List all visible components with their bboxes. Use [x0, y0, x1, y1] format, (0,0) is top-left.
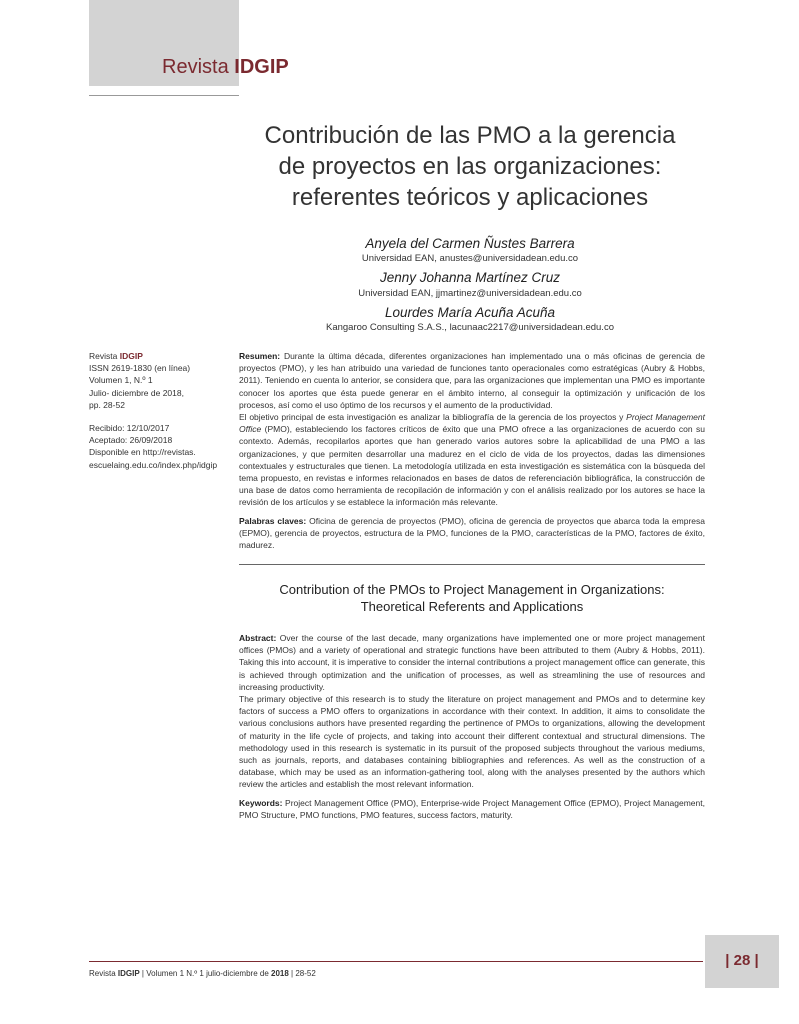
abstract-paragraph-1 — [239, 632, 705, 693]
author-name-1: Anyela del Carmen Ñustes Barrera — [365, 236, 575, 251]
sidebar-available-2: escuelaing.edu.co/index.php/idgip — [89, 459, 218, 470]
keywords-text: Project Management Office (PMO), Enterprise-wide Project Management Office (EPMO), Project Management, PMO Structure, PMO functions, PMO features, success factors, maturity. — [239, 797, 705, 820]
english-title — [239, 581, 705, 615]
footer-volume: | Volumen 1 N.º 1 julio-diciembre de — [139, 969, 271, 978]
resumen-label: Resumen: — [239, 351, 281, 361]
footer-journal-brand: IDGIP — [117, 969, 140, 978]
sidebar-pages: pp. 28-52 — [89, 399, 125, 410]
sidebar-received: Recibido: 12/10/2017 — [89, 423, 170, 434]
footer-pages: | 28-52 — [288, 969, 316, 978]
title-line-2: de proyectos en las organizaciones: — [278, 153, 662, 180]
abstract-block — [239, 632, 705, 821]
sidebar-journal-brand: IDGIP — [119, 351, 143, 361]
palabras-text: Oficina de gerencia de proyectos (PMO), oficina de gerencia de proyectos que abarca toda la empresa (EPMO), gerencia de proyectos, estructura de la PMO, funciones de la PMO, características de la PMO, factores de éxito, madurez. — [239, 515, 706, 551]
sidebar-metadata — [89, 350, 229, 471]
palabras-claves — [239, 515, 705, 552]
article-title — [240, 120, 700, 213]
sidebar-journal — [89, 350, 229, 362]
resumen-text-2b: (PMO), estableciendo los factores críticos de éxito que una PMO ofrece a las organizaciones de acuerdo con su contexto. Además, recopilarlos aportes que han generado varios autores sobre la aplicabilidad de una PMO a las organizaciones, y que permiten desarrollar una madurez en el ciclo de vida de los proyectos, dadas las dimensiones contextuales y estructurales que tienen. La metodología utilizada en esta investigación es sistemática con la búsqueda del tema propuesto, en revistas e informes relacionados en bases de datos de referenciación bibliográfica, la construcción de una base de datos como herramienta de recopilación de información y con el análisis realizado por los autores se hace la revisión de los artículos y se establece la información más relevante. — [239, 424, 705, 508]
section-divider — [239, 564, 705, 565]
abstract-text-1: Over the course of the last decade, many organizations have implemented one or more project management offices (PMOs) and a variety of operational and strategic functions have been attributed to them (Aubry & Hobbs, 2011). Taking this into account, it is imperative to consider the internal contributions a project management office can generate, this is achieved through optimization and the unification of processes, as well as streamlining the use of resources and increasing productivity. — [239, 633, 705, 692]
journal-prefix: Revista — [162, 56, 229, 78]
resumen-paragraph-2 — [239, 411, 705, 509]
journal-name — [162, 56, 289, 79]
sidebar-period: Julio- diciembre de 2018, — [89, 387, 184, 398]
english-title-line-1: Contribution of the PMOs to Project Management in Organizations: — [279, 582, 665, 597]
page-number: | 28 | — [725, 952, 759, 969]
footer-year: 2018 — [271, 969, 289, 978]
resumen-block — [239, 350, 705, 551]
footer-citation — [89, 969, 316, 978]
abstract-paragraph-2: The primary objective of this research is to study the literature on project management and PMOs and to determine key factors of success a PMO offers to organizations in accordance with their context. In addition, it aims to consolidate the various conclusions authors have presented regarding the pertinence of PMOs to organizations, allowing the development of maturity in the life cycle of projects, and taking into account their different contextual and structural dimensions. The methodology used in this research is systematic in its pursuit of the proposed subjects throughout the various mediums, such as journals, reports, and databases containing bibliographies and references. As well as the construction of a database, which may be used as an information-gathering tool, along with the analyses presented by the authors which review the articles and establish the most relevant information. — [239, 694, 705, 790]
author-affiliation-2: Universidad EAN, jjmartinez@universidadean.edu.co — [358, 288, 582, 299]
author-affiliation-1: Universidad EAN, anustes@universidadean.edu.co — [361, 253, 579, 264]
palabras-label: Palabras claves: — [239, 515, 307, 526]
sidebar-accepted: Aceptado: 26/09/2018 — [89, 435, 173, 446]
sidebar-volume: Volumen 1, N.º 1 — [89, 375, 153, 386]
keywords-label: Keywords: — [239, 797, 283, 808]
resumen-text-1: Durante la última década, diferentes organizaciones han implementado una o más oficinas de gerencia de proyectos (PMO), y les han atribuido una variedad de funciones tanto operacionales como estratégicas (Aubry & Hobbs, 2011). Teniendo en cuenta lo anterior, se considera que, para las organizaciones que implementan una PMO es importante conocer los aportes que ésta puede generar en el ámbito interno, al conseguir la optimización y unificación de los procesos, así como el uso óptimo de los recursos y el aumento de la productividad. — [239, 351, 705, 410]
author-name-3: Lourdes María Acuña Acuña — [384, 305, 556, 320]
author-name-2: Jenny Johanna Martínez Cruz — [379, 270, 561, 285]
resumen-italic-term: Project Management Office — [239, 412, 706, 435]
resumen-paragraph-1 — [239, 350, 705, 411]
resumen-text-2a: El objetivo principal de esta investigación es analizar la bibliografía de la gerencia de los proyectos y — [239, 412, 627, 423]
sidebar-issn: ISSN 2619-1830 (en línea) — [89, 363, 191, 374]
footer-journal-prefix: Revista — [89, 969, 116, 978]
sidebar-available-1: Disponible en http://revistas. — [89, 447, 196, 458]
english-title-line-2: Theoretical Referents and Applications — [360, 599, 584, 614]
title-line-1: Contribución de las PMO a la gerencia — [264, 122, 676, 149]
abstract-label: Abstract: — [239, 633, 277, 643]
title-line-3: referentes teóricos y aplicaciones — [291, 184, 649, 211]
author-affiliation-3: Kangaroo Consulting S.A.S., lacunaac2217@universidadean.edu.co — [326, 322, 614, 333]
journal-brand: IDGIP — [234, 56, 289, 78]
footer-rule — [89, 961, 703, 962]
keywords — [239, 797, 705, 821]
sidebar-journal-prefix: Revista — [89, 351, 118, 361]
header-rule — [89, 95, 239, 96]
